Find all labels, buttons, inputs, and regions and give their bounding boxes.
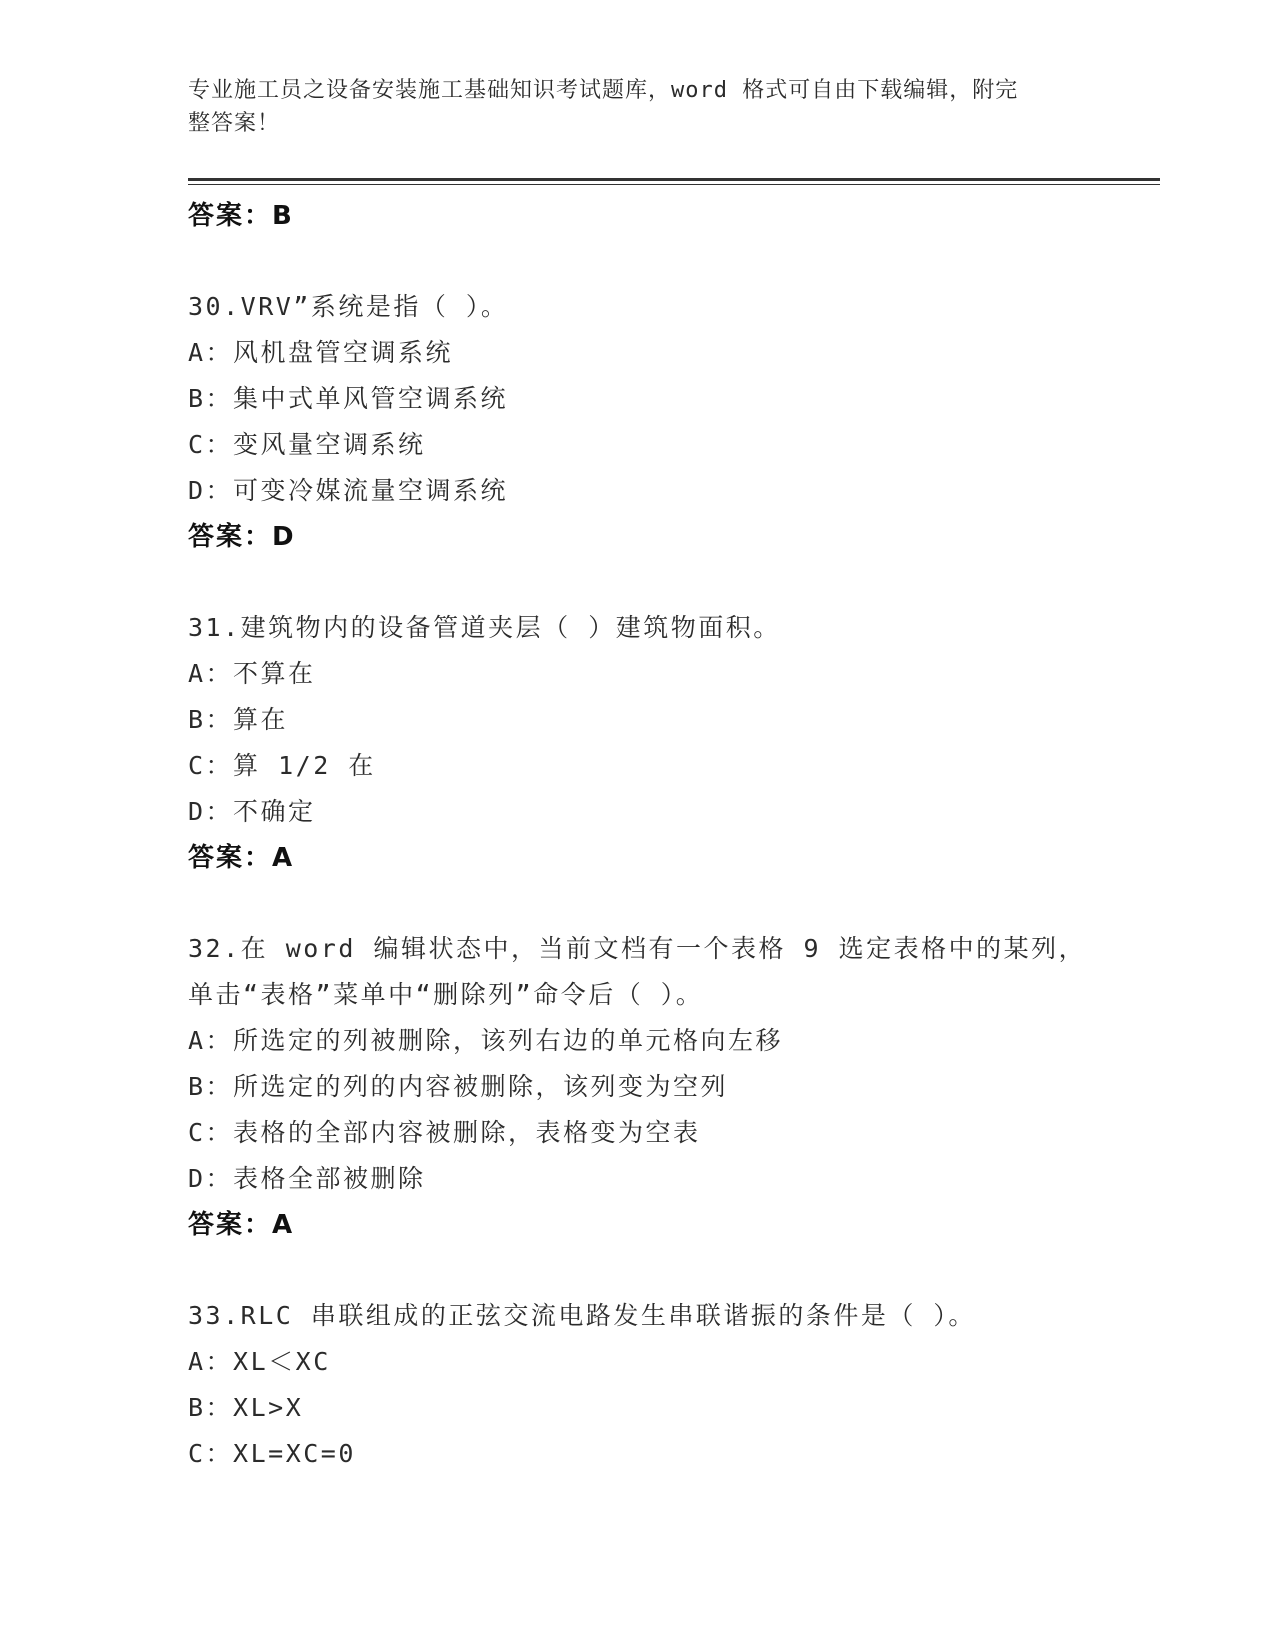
spacer (188, 1248, 1148, 1293)
spacer (188, 560, 1148, 605)
header-line-2: 整答案！ (188, 111, 281, 136)
answer: 答案：D (188, 522, 296, 552)
question-stem: 33.RLC 串联组成的正弦交流电路发生串联谐振的条件是（ ）。 (188, 1301, 976, 1330)
question-stem: 30.VRV”系统是指（ ）。 (188, 292, 509, 321)
question-31 (188, 605, 1148, 881)
previous-answer: 答案：B (188, 201, 294, 231)
option-d: D：不确定 (188, 797, 316, 826)
header-rule-thin (188, 184, 1160, 185)
question-32 (188, 926, 1148, 1248)
option-c: C：变风量空调系统 (188, 430, 426, 459)
answer: 答案：A (188, 1210, 295, 1240)
spacer (188, 239, 1148, 284)
spacer (188, 881, 1148, 926)
question-stem-line-2: 单击“表格”菜单中“删除列”命令后（ ）。 (188, 980, 704, 1009)
question-stem: 31.建筑物内的设备管道夹层（ ）建筑物面积。 (188, 613, 781, 642)
option-a: A：XL＜XC (188, 1347, 331, 1376)
option-a: A：风机盘管空调系统 (188, 338, 454, 367)
option-b: B：所选定的列的内容被删除，该列变为空列 (188, 1072, 729, 1101)
option-c: C：算 1/2 在 (188, 751, 376, 780)
question-list (188, 193, 1148, 1477)
option-d: D：可变冷媒流量空调系统 (188, 476, 509, 505)
option-c: C：XL=XC=0 (188, 1439, 356, 1468)
question-stem-line-1: 32.在 word 编辑状态中，当前文档有一个表格 9 选定表格中的某列， (188, 934, 1087, 963)
option-c: C：表格的全部内容被删除，表格变为空表 (188, 1118, 701, 1147)
answer: 答案：A (188, 843, 295, 873)
option-a: A：所选定的列被删除，该列右边的单元格向左移 (188, 1026, 784, 1055)
header-line-1: 专业施工员之设备安装施工基础知识考试题库，word 格式可自由下载编辑，附完 (188, 78, 1019, 103)
option-b: B：XL>X (188, 1393, 304, 1422)
question-33 (188, 1293, 1148, 1477)
header-rule-thick (188, 178, 1160, 181)
question-30 (188, 284, 1148, 560)
option-a: A：不算在 (188, 659, 316, 688)
option-b: B：算在 (188, 705, 289, 734)
option-d: D：表格全部被删除 (188, 1164, 426, 1193)
option-b: B：集中式单风管空调系统 (188, 384, 509, 413)
document-header (188, 74, 1088, 140)
